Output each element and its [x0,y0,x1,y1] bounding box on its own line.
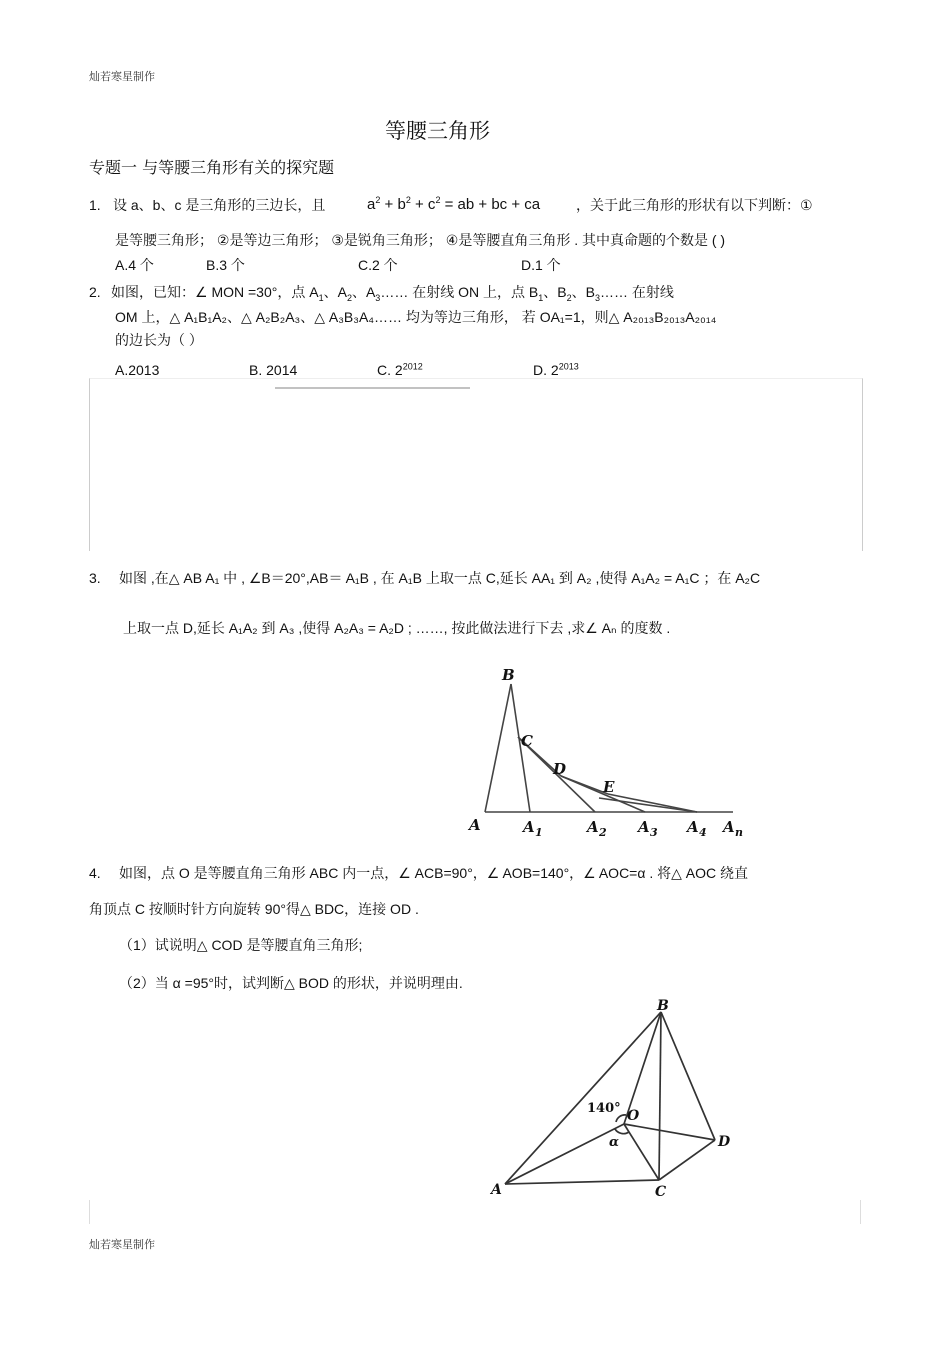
fig3-sub-2: 2 [599,826,607,839]
q2-sub-1b: 1 [538,292,544,303]
fig3-label-C: C [521,732,533,750]
q2-sub-1a: 1 [318,292,324,303]
q1-text-a: 设 a、b、c 是三角形的三边长，且 [113,197,326,213]
q2-l1-a: 如图，已知：∠ MON =30°，点 A [111,284,319,300]
fig4-line-AB [505,1012,661,1184]
fig3-label-A2: A [587,818,599,836]
q2-l1-g: …… 在射线 [599,284,674,300]
q3-figure [465,662,755,842]
q2-option-b: B. 2014 [249,362,298,378]
q4-part2: （2）当 α =95°时，试判断△ BOD 的形状，并说明理由. [119,975,463,991]
q1-line2: 是等腰三角形； ②是等边三角形； ③是锐角三角形； ④是等腰直角三角形 . 其中真命题的个数是 ( ) [115,232,726,248]
fig4-line-AO [505,1124,624,1184]
q1-formula-rest: = ab + bc + ca [444,196,541,213]
header-maker: 灿若寒星制作 [89,71,155,83]
q1-option-d: D.1 个 [521,257,561,273]
q2-line3: 的边长为（ ） [115,332,203,348]
fig4-label-A: A [491,1182,502,1198]
q3-number: 3. [89,570,101,586]
fig3-label-A4: A [687,818,699,836]
q2-sub-2b: 2 [566,292,572,303]
q2-figure-stroke [275,387,470,389]
q2-option-d [533,362,579,379]
q4-line2: 角顶点 C 按顺时针方向旋转 90°得△ BDC，连接 OD . [89,901,419,917]
fig3-sub-1: 1 [535,826,543,839]
fig4-alpha-label: α [609,1135,620,1150]
q1-formula [367,196,540,214]
q3-line2: 上取一点 D,延长 A₁A₂ 到 A₃ ,使得 A₂A₃ = A₂D ; ……, 按此做法进行下去 ,求∠ Aₙ 的度数 . [123,620,671,636]
q2-l1-d: …… 在射线 ON 上，点 B [380,284,539,300]
fig3-sub-3: 3 [650,826,658,839]
fig4-line-BC [659,1012,661,1180]
q2-figure-frame [89,378,863,551]
fig4-label-B: B [657,998,669,1014]
fig3-label-A: A [469,816,481,834]
fig3-label-E: E [603,778,615,796]
q2-sub-2a: 2 [346,292,352,303]
q2-sub-3b: 3 [594,292,600,303]
fig4-line-OD [624,1124,715,1140]
q1-option-a: A.4 个 [115,257,154,273]
fig4-angle-label: 140° [587,1101,621,1116]
fig4-label-O: O [627,1108,640,1124]
q4-number: 4. [89,865,101,881]
fig3-sub-n: n [735,826,743,839]
q1-exp-c: 2 [435,195,441,205]
q1-number: 1. [89,197,101,213]
q1-exp-b: 2 [405,195,411,205]
q2-sub-3a: 3 [375,292,381,303]
fig4-line-CD [659,1140,715,1180]
q2-opt-c-base: C. 2 [377,362,403,378]
q2-l1-b: 、A [323,284,347,300]
q2-l1-c: 、A [351,284,376,300]
footer-rule-right [860,1200,861,1224]
fig3-label-An: A [723,818,735,836]
q1-option-c: C.2 个 [358,257,398,273]
footer-rule-left [89,1200,90,1224]
q2-line1 [111,284,674,301]
q1-exp-a: 2 [375,195,381,205]
q1-option-b: B.3 个 [206,257,245,273]
fig4-label-C: C [655,1184,667,1200]
fig3-line-AB [485,684,511,812]
page-title: 等腰三角形 [385,119,490,143]
fig3-line-EA4b [599,798,697,812]
q1-formula-b: + b [384,196,406,213]
q3-line1: 如图 ,在△ AB A₁ 中 , ∠B＝20°,AB＝ A₁B , 在 A₁B 上取一点 C,延长 AA₁ 到 A₂ ,使得 A₁A₂ = A₁C ；在 A₂C [119,570,761,586]
section-title: 专题一 与等腰三角形有关的探究题 [89,158,335,177]
q2-opt-d-base: D. 2 [533,362,559,378]
fig4-line-BD [661,1012,715,1140]
q1-text-b: ，关于此三角形的形状有以下判断：① [576,197,813,213]
q4-figure [485,998,740,1203]
fig3-sub-4: 4 [699,826,707,839]
fig4-line-AC [505,1180,659,1184]
q2-l1-f: 、B [571,284,595,300]
q2-opt-c-exp: 2012 [402,361,423,372]
fig3-label-A1: A [523,818,535,836]
fig3-label-D: D [553,760,567,778]
q2-l1-e: 、B [543,284,567,300]
q4-part1: （1）试说明△ COD 是等腰直角三角形; [119,937,363,953]
fig3-label-A3: A [638,818,650,836]
fig3-label-B: B [502,666,515,684]
q2-option-a: A.2013 [115,362,160,378]
fig4-label-D: D [718,1134,731,1150]
q1-formula-c: + c [415,196,436,213]
q2-number: 2. [89,284,101,300]
q1-formula-a: a [367,196,376,213]
q2-line2: OM 上，△ A₁B₁A₂、△ A₂B₂A₃、△ A₃B₃A₄…… 均为等边三角形， 若 OA₁=1，则△ A₂₀₁₃B₂₀₁₃A₂₀₁₄ [115,309,717,325]
footer-maker: 灿若寒星制作 [89,1239,155,1251]
q2-option-c [377,362,423,379]
q4-line1: 如图，点 O 是等腰直角三角形 ABC 内一点，∠ ACB=90°，∠ AOB=140°，∠ AOC=α . 将△ AOC 绕直 [119,865,749,881]
q2-opt-d-exp: 2013 [558,361,579,372]
